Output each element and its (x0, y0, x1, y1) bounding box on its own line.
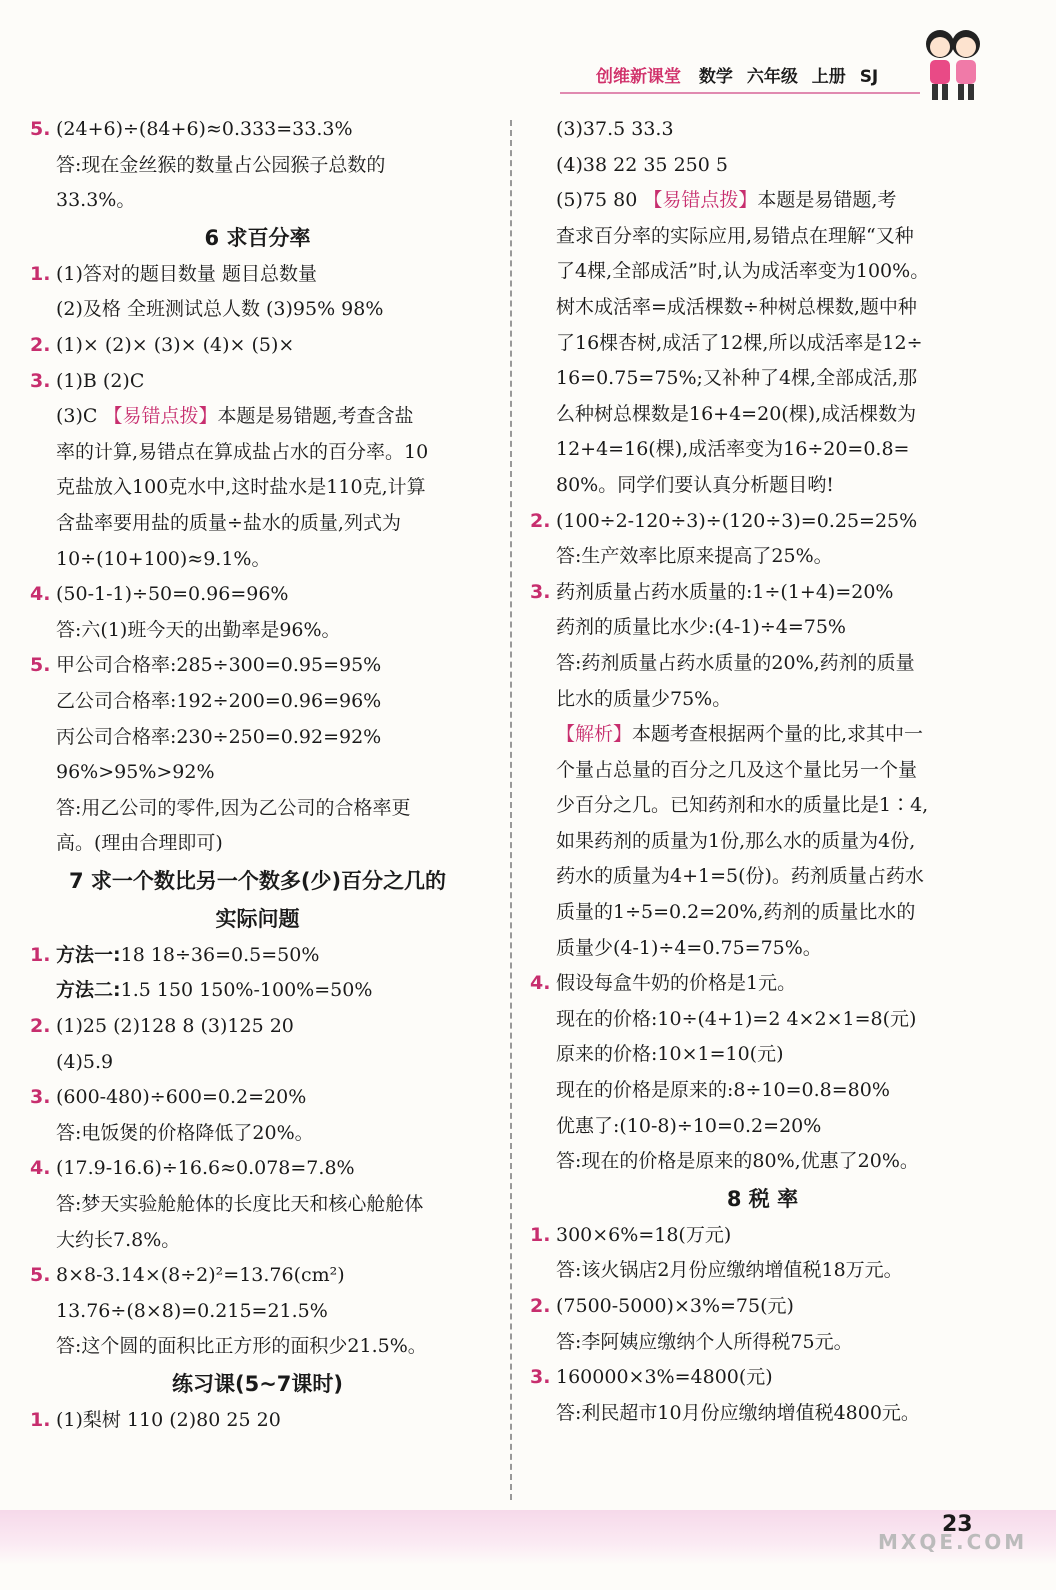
answer-line: 么种树总棵数是16+4=20(棵),成活棵数为 (556, 402, 917, 425)
answer-line: 个量占总量的百分之几及这个量比另一个量 (556, 758, 918, 781)
answer-line: 答:电饭煲的价格降低了20%。 (56, 1121, 314, 1144)
answer-line: 答:药剂质量占药水质量的20%,药剂的质量 (556, 651, 915, 674)
answer-line: 如果药剂的质量为1份,那么水的质量为4份, (556, 829, 916, 852)
answer-text: 药剂质量占药水质量的:1÷(1+4)=20% (556, 580, 894, 603)
answer-line: 丙公司合格率:230÷250=0.92=92% (56, 725, 382, 748)
section-heading: 6 求百分率 (204, 225, 311, 250)
section-heading: 实际问题 (215, 906, 300, 931)
answer-text: (100÷2-120÷3)÷(120÷3)=0.25=25% (556, 509, 918, 532)
tip-text: 本题是易错题,考 (757, 189, 897, 212)
answer-line: 乙公司合格率:192÷200=0.96=96% (56, 689, 382, 712)
answer-text: 300×6%=18(万元) (556, 1223, 732, 1246)
tip-tag: 【易错点拨】 (643, 189, 758, 212)
answer-line: 现在的价格:10÷(4+1)=2 4×2×1=8(元) (556, 1007, 917, 1030)
answer-line: 答:生产效率比原来提高了25%。 (556, 545, 833, 568)
tip-text: 本题考查根据两个量的比,求其中一 (632, 723, 924, 746)
answer-item (30, 364, 485, 400)
answer-text: (17.9-16.6)÷16.6≈0.078=7.8% (56, 1157, 355, 1180)
answer-line: 含盐率要用盐的质量÷盐水的质量,列式为 (56, 511, 401, 534)
item-number: 4. (30, 1157, 51, 1180)
answer-item (30, 938, 485, 974)
answer-line: 了4棵,全部成活”时,认为成活率变为100%。 (556, 260, 930, 283)
answer-line: 优惠了:(10-8)÷10=0.2=20% (556, 1114, 822, 1137)
answer-line: (2)及格 全班测试总人数 (3)95% 98% (56, 298, 384, 321)
volume: 上册 (811, 67, 846, 87)
answer-line: 现在的价格是原来的:8÷10=0.8=80% (556, 1079, 890, 1102)
tip-line (30, 399, 485, 435)
item-number: 3. (530, 1366, 551, 1389)
answer-line: (3)37.5 33.3 (556, 118, 674, 140)
section-heading: 8 税 率 (726, 1186, 799, 1211)
tip-tag: 【解析】 (556, 723, 633, 746)
answer-line: 10÷(10+100)≈9.1%。 (56, 547, 271, 570)
answer-item (30, 648, 485, 684)
answer-item (30, 328, 485, 364)
answer-line: 答:该火锅店2月份应缴纳增值税18万元。 (556, 1259, 903, 1282)
page-header (596, 62, 886, 87)
item-number: 5. (30, 654, 51, 677)
answer-line: 答:现在金丝猴的数量占公园猴子总数的 (56, 153, 386, 176)
answer-text: 18 18÷36=0.5=50% (120, 943, 320, 966)
tip-line (530, 183, 995, 219)
header-rule (560, 92, 920, 94)
answer-line: 答:梦天实验舱舱体的长度比天和核心舱舱体 (56, 1193, 424, 1216)
answer-item (530, 504, 995, 540)
answer-item (30, 257, 485, 293)
answer-line: 药剂的质量比水少:(4-1)÷4=75% (556, 616, 846, 639)
item-number: 1. (30, 262, 51, 285)
answer-text: 甲公司合格率:285÷300=0.95=95% (56, 654, 382, 677)
left-column (30, 112, 485, 1439)
answer-text: (1)梨树 110 (2)80 25 20 (56, 1409, 281, 1431)
watermark: MXQE.COM (878, 1530, 1028, 1554)
answer-line: 查求百分率的实际应用,易错点在理解“又种 (556, 224, 914, 247)
answer-item (530, 575, 995, 611)
brand-name: 创维新课堂 (596, 67, 681, 87)
answer-line: 了16棵杏树,成活了12棵,所以成活率是12÷ (556, 331, 923, 354)
answer-text: (3)C (56, 405, 104, 428)
answer-item (30, 1403, 485, 1439)
item-number: 1. (30, 943, 51, 966)
edition: SJ (859, 67, 879, 87)
answer-line: 13.76÷(8×8)=0.215=21.5% (56, 1299, 328, 1322)
mascot-kids-icon (918, 22, 988, 104)
answer-line: 质量的1÷5=0.2=20%,药剂的质量比水的 (556, 901, 916, 924)
answer-item (530, 966, 995, 1002)
answer-line: 33.3%。 (56, 189, 136, 212)
item-number: 4. (530, 972, 551, 995)
answer-item (30, 1258, 485, 1294)
tip-text: 本题是易错题,考查含盐 (217, 405, 414, 428)
answer-text: 1.5 150 150%-100%=50% (120, 979, 373, 1002)
answer-text: (1)B (2)C (56, 369, 145, 392)
column-divider (510, 120, 512, 1500)
answer-line: 12+4=16(棵),成活率变为16÷20=0.8= (556, 438, 910, 461)
answer-text: (1)答对的题目数量 题目总数量 (56, 262, 317, 285)
answer-line: 少百分之几。已知药剂和水的质量比是1∶4, (556, 794, 929, 817)
answer-line (30, 973, 485, 1009)
item-number: 3. (530, 580, 551, 603)
answer-line: 比水的质量少75%。 (556, 687, 732, 710)
item-number: 3. (30, 369, 51, 392)
method-label: 方法二: (56, 979, 121, 1002)
answer-line: 答:这个圆的面积比正方形的面积少21.5%。 (56, 1335, 427, 1358)
answer-line: 率的计算,易错点在算成盐占水的百分率。10 (56, 440, 429, 463)
tip-line (530, 717, 995, 753)
answer-line: 答:李阿姨应缴纳个人所得税75元。 (556, 1330, 853, 1353)
answer-text: (600-480)÷600=0.2=20% (56, 1086, 307, 1109)
answer-line: 答:用乙公司的零件,因为乙公司的合格率更 (56, 796, 411, 819)
answer-line: 大约长7.8%。 (56, 1228, 181, 1251)
answer-line: 药水的质量为4+1=5(份)。药剂质量占药水 (556, 865, 924, 888)
answer-line: 16=0.75=75%;又补种了4棵,全部成活,那 (556, 367, 918, 390)
page-number: 23 (942, 1512, 973, 1537)
answer-line: 高。(理由合理即可) (56, 832, 223, 855)
answer-line: 树木成活率=成活棵数÷种树总棵数,题中种 (556, 295, 917, 318)
item-number: 2. (530, 1295, 551, 1317)
answer-text: (1)25 (2)128 8 (3)125 20 (56, 1015, 294, 1038)
answer-line: 答:六(1)班今天的出勤率是96%。 (56, 618, 341, 641)
answer-item (30, 1151, 485, 1187)
answer-line: 答:现在的价格是原来的80%,优惠了20%。 (556, 1150, 919, 1173)
answer-item (30, 577, 485, 613)
answer-line: 原来的价格:10×1=10(元) (556, 1043, 784, 1066)
answer-line: 80%。同学们要认真分析题目哟! (556, 473, 834, 496)
answer-line: 96%>95%>92% (56, 761, 215, 784)
answer-text: (50-1-1)÷50=0.96=96% (56, 583, 289, 606)
answer-line: 答:利民超市10月份应缴纳增值税4800元。 (556, 1401, 920, 1424)
item-number: 2. (30, 333, 51, 356)
answer-text: 8×8-3.14×(8÷2)²=13.76(cm²) (56, 1264, 345, 1287)
answer-text: (1)× (2)× (3)× (4)× (5)× (56, 333, 295, 356)
item-number: 1. (30, 1409, 51, 1431)
item-number: 2. (30, 1015, 51, 1038)
tip-tag: 【易错点拨】 (103, 405, 218, 428)
answer-text: (5)75 80 (556, 189, 644, 212)
item-number: 1. (530, 1223, 551, 1246)
item-number: 2. (530, 509, 551, 532)
answer-text: (24+6)÷(84+6)≈0.333=33.3% (56, 118, 353, 140)
answer-line: (4)5.9 (56, 1050, 114, 1073)
answer-line: 克盐放入100克水中,这时盐水是110克,计算 (56, 476, 426, 499)
answer-text: (7500-5000)×3%=75(元) (556, 1295, 794, 1317)
answer-item (30, 1080, 485, 1116)
answer-text: 假设每盒牛奶的价格是1元。 (556, 972, 797, 995)
answer-item (30, 1009, 485, 1045)
section-heading: 7 求一个数比另一个数多(少)百分之几的 (68, 868, 447, 893)
subject: 数学 (698, 67, 733, 87)
method-label: 方法一: (56, 943, 121, 966)
item-number: 5. (30, 1264, 51, 1287)
right-column (530, 112, 995, 1431)
answer-item (530, 1218, 995, 1254)
answer-line: 质量少(4-1)÷4=0.75=75%。 (556, 936, 822, 959)
answer-item (530, 1360, 995, 1396)
answer-item (30, 112, 485, 148)
answer-text: 160000×3%=4800(元) (556, 1366, 773, 1389)
item-number: 3. (30, 1086, 51, 1109)
answer-line: (4)38 22 35 250 5 (556, 153, 728, 176)
grade: 六年级 (746, 67, 798, 87)
section-heading: 练习课(5~7课时) (171, 1372, 343, 1396)
item-number: 4. (30, 583, 51, 606)
item-number: 5. (30, 118, 51, 140)
answer-item (530, 1289, 995, 1325)
